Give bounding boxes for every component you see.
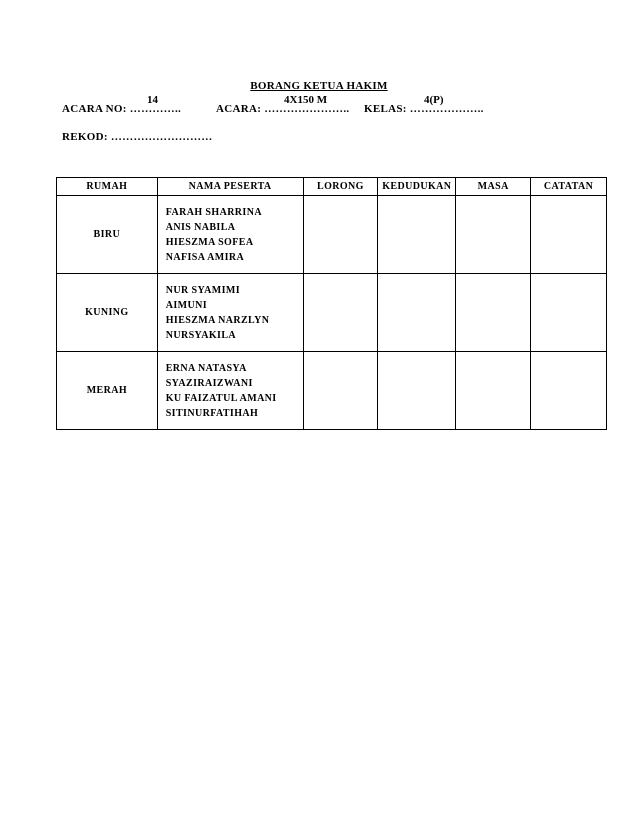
house-cell: BIRU	[57, 196, 158, 274]
participant-name: NURSYAKILA	[165, 329, 237, 341]
participants-cell	[157, 274, 303, 352]
acara-value: 4X150 M	[284, 94, 328, 106]
column-header-catatan: CATATAN	[531, 178, 607, 196]
rekod-label: REKOD: ………………………	[62, 131, 213, 143]
column-header-masa: MASA	[456, 178, 531, 196]
participant-name: NAFISA AMIRA	[165, 251, 245, 263]
table-row	[57, 196, 607, 274]
house-cell: MERAH	[57, 352, 158, 430]
acara-no-label: ACARA NO: …………..	[62, 103, 182, 115]
participant-name: HIESZMA NARZLYN	[165, 314, 270, 326]
participant-name: SYAZIRAIZWANI	[165, 377, 253, 389]
position-cell	[378, 352, 456, 430]
participants-cell	[157, 352, 303, 430]
acara-no-value: 14	[147, 94, 158, 106]
table-row	[57, 274, 607, 352]
house-cell: KUNING	[57, 274, 158, 352]
participant-name: HIESZMA SOFEA	[165, 236, 254, 248]
column-header-rumah: RUMAH	[57, 178, 158, 196]
table-row	[57, 352, 607, 430]
table-header-row	[57, 178, 607, 196]
participants-cell	[157, 196, 303, 274]
participant-name: ERNA NATASYA	[165, 362, 247, 374]
kelas-value: 4(P)	[424, 94, 444, 106]
column-header-kedudukan: KEDUDUKAN	[378, 178, 456, 196]
kelas-label: KELAS: ………………..	[364, 103, 484, 115]
participant-name: AIMUNI	[165, 299, 208, 311]
participant-name: NUR SYAMIMI	[165, 284, 241, 296]
acara-label: ACARA: …………………..	[216, 103, 350, 115]
position-cell	[378, 274, 456, 352]
time-cell	[456, 274, 531, 352]
time-cell	[456, 196, 531, 274]
position-cell	[378, 196, 456, 274]
column-header-nama-peserta: NAMA PESERTA	[157, 178, 303, 196]
lane-cell	[303, 196, 378, 274]
participant-name: ANIS NABILA	[165, 221, 236, 233]
time-cell	[456, 352, 531, 430]
notes-cell	[531, 274, 607, 352]
notes-cell	[531, 352, 607, 430]
participant-name: SITINURFATIHAH	[165, 407, 259, 419]
lane-cell	[303, 352, 378, 430]
lane-cell	[303, 274, 378, 352]
column-header-lorong: LORONG	[303, 178, 378, 196]
results-table	[56, 177, 607, 430]
form-title: BORANG KETUA HAKIM	[250, 80, 388, 92]
participant-name: FARAH SHARRINA	[165, 206, 262, 218]
participant-name: KU FAIZATUL AMANI	[165, 392, 277, 404]
notes-cell	[531, 196, 607, 274]
